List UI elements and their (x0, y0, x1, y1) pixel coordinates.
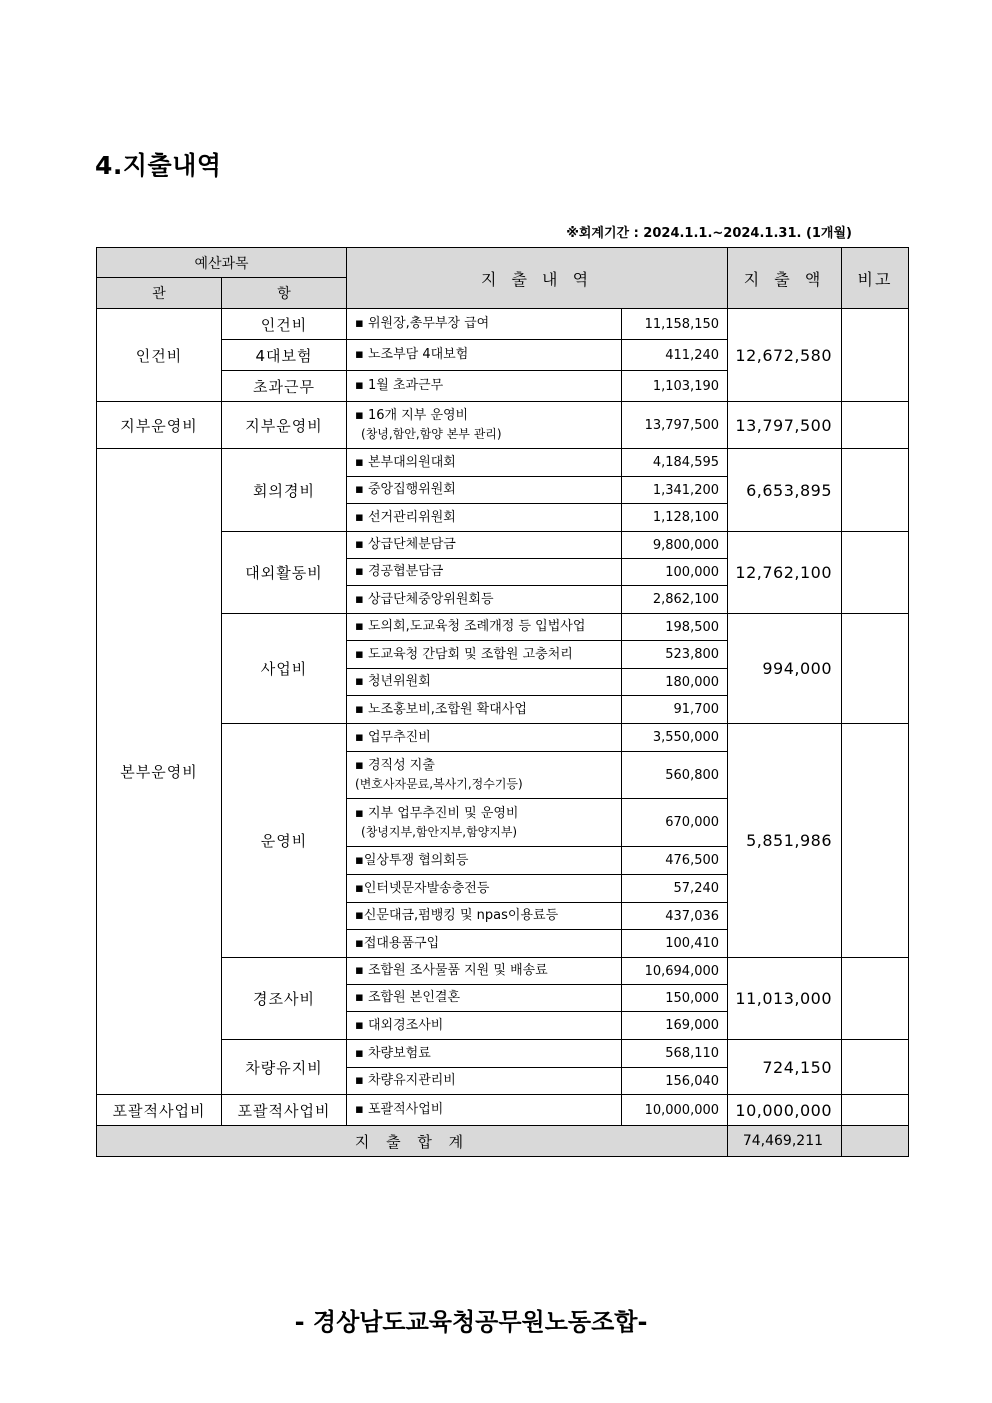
total-cell: 994,000 (728, 614, 842, 724)
item-cell: ▪ 중앙집행위원회 (347, 477, 622, 504)
header-budget: 예산과목 (97, 248, 347, 278)
item-text: ▪ 경직성 지출 (355, 758, 435, 773)
amount-cell: 2,862,100 (622, 586, 728, 614)
amount-cell: 1,341,200 (622, 477, 728, 504)
amount-cell: 10,000,000 (622, 1095, 728, 1126)
amount-cell: 169,000 (622, 1012, 728, 1040)
item-cell: ▪ 조합원 조사물품 지원 및 배송료 (347, 958, 622, 985)
note-cell (842, 449, 909, 532)
item-cell: ▪ 도교육청 간담회 및 조합원 고충처리 (347, 641, 622, 669)
header-kwan: 관 (97, 278, 222, 309)
footer-organization: - 경상남도교육청공무원노동조합- (294, 1308, 648, 1336)
amount-cell: 10,694,000 (622, 958, 728, 985)
amount-cell: 560,800 (622, 752, 728, 799)
sum-label: 지 출 합 계 (97, 1126, 728, 1157)
item-cell: ▪ 차량보험료 (347, 1040, 622, 1068)
header-detail: 지 출 내 역 (347, 248, 728, 309)
amount-cell: 3,550,000 (622, 724, 728, 752)
amount-cell: 100,410 (622, 930, 728, 958)
hang-cell: 사업비 (222, 614, 347, 724)
total-cell: 10,000,000 (728, 1095, 842, 1126)
item-cell (347, 752, 622, 799)
amount-cell: 150,000 (622, 985, 728, 1012)
amount-cell: 13,797,500 (622, 402, 728, 449)
hang-cell: 지부운영비 (222, 402, 347, 449)
table-row (97, 1095, 909, 1126)
amount-cell: 476,500 (622, 847, 728, 875)
kwan-cell: 지부운영비 (97, 402, 222, 449)
item-cell: ▪ 선거관리위원회 (347, 504, 622, 532)
item-cell: ▪ 업무추진비 (347, 724, 622, 752)
item-cell: ▪ 상급단체분담금 (347, 532, 622, 559)
amount-cell: 198,500 (622, 614, 728, 641)
amount-cell: 670,000 (622, 799, 728, 847)
note-cell (842, 309, 909, 402)
item-cell: ▪ 1월 초과근무 (347, 371, 622, 402)
item-cell (347, 402, 622, 449)
header-note: 비고 (842, 248, 909, 309)
amount-cell: 437,036 (622, 903, 728, 930)
section-title: 4.지출내역 (95, 151, 222, 180)
item-cell: ▪인터넷문자발송충전등 (347, 875, 622, 903)
item-text: ▪ 16개 지부 운영비 (355, 408, 469, 423)
note-cell (842, 1126, 909, 1157)
hang-cell: 4대보험 (222, 340, 347, 371)
item-cell: ▪ 포괄적사업비 (347, 1095, 622, 1126)
amount-cell: 91,700 (622, 696, 728, 724)
item-subtext: (창녕지부,함안지부,함양지부) (361, 824, 518, 839)
item-cell: ▪ 상급단체중앙위원회등 (347, 586, 622, 614)
item-cell: ▪신문대금,펌뱅킹 및 npas이용료등 (347, 903, 622, 930)
total-cell: 13,797,500 (728, 402, 842, 449)
note-cell (842, 614, 909, 724)
item-subtext: (변호사자문료,복사기,정수기등) (355, 777, 523, 791)
hang-cell: 차량유지비 (222, 1040, 347, 1095)
kwan-cell: 인건비 (97, 309, 222, 402)
item-cell: ▪접대용품구입 (347, 930, 622, 958)
item-cell: ▪ 차량유지관리비 (347, 1068, 622, 1095)
hang-cell: 초과근무 (222, 371, 347, 402)
hang-cell: 대외활동비 (222, 532, 347, 614)
note-cell (842, 402, 909, 449)
amount-cell: 100,000 (622, 559, 728, 586)
hang-cell: 포괄적사업비 (222, 1095, 347, 1126)
item-cell: ▪ 경공협분담금 (347, 559, 622, 586)
amount-cell: 156,040 (622, 1068, 728, 1095)
total-cell: 5,851,986 (728, 724, 842, 958)
table-row (97, 449, 909, 477)
kwan-cell: 포괄적사업비 (97, 1095, 222, 1126)
amount-cell: 1,103,190 (622, 371, 728, 402)
amount-cell: 4,184,595 (622, 449, 728, 477)
item-cell: ▪ 도의회,도교육청 조례개정 등 입법사업 (347, 614, 622, 641)
amount-cell: 180,000 (622, 669, 728, 696)
total-cell: 12,672,580 (728, 309, 842, 402)
item-cell (347, 799, 622, 847)
total-cell: 6,653,895 (728, 449, 842, 532)
item-cell: ▪ 노조부담 4대보험 (347, 340, 622, 371)
item-cell: ▪ 노조홍보비,조합원 확대사업 (347, 696, 622, 724)
amount-cell: 523,800 (622, 641, 728, 669)
item-cell: ▪ 청년위원회 (347, 669, 622, 696)
item-cell: ▪ 본부대의원대회 (347, 449, 622, 477)
sum-row (97, 1126, 909, 1157)
item-cell: ▪일상투쟁 협의회등 (347, 847, 622, 875)
total-cell: 11,013,000 (728, 958, 842, 1040)
item-cell: ▪ 위원장,총무부장 급여 (347, 309, 622, 340)
accounting-period: ※회계기간 : 2024.1.1.~2024.1.31. (1개월) (566, 226, 852, 241)
item-subtext: (창녕,함안,함양 본부 관리) (361, 427, 502, 441)
hang-cell: 회의경비 (222, 449, 347, 532)
note-cell (842, 958, 909, 1040)
note-cell (842, 1040, 909, 1095)
amount-cell: 1,128,100 (622, 504, 728, 532)
amount-cell: 568,110 (622, 1040, 728, 1068)
table-row (97, 309, 909, 340)
note-cell (842, 724, 909, 958)
hang-cell: 운영비 (222, 724, 347, 958)
total-cell: 12,762,100 (728, 532, 842, 614)
item-cell: ▪ 대외경조사비 (347, 1012, 622, 1040)
amount-cell: 57,240 (622, 875, 728, 903)
header-hang: 항 (222, 278, 347, 309)
item-text: ▪ 지부 업무추진비 및 운영비 (355, 805, 519, 821)
table-row (97, 402, 909, 449)
header-amount: 지 출 액 (728, 248, 842, 309)
amount-cell: 11,158,150 (622, 309, 728, 340)
note-cell (842, 532, 909, 614)
kwan-cell: 본부운영비 (97, 449, 222, 1095)
hang-cell: 인건비 (222, 309, 347, 340)
note-cell (842, 1095, 909, 1126)
item-cell: ▪ 조합원 본인결혼 (347, 985, 622, 1012)
total-cell: 724,150 (728, 1040, 842, 1095)
amount-cell: 9,800,000 (622, 532, 728, 559)
amount-cell: 411,240 (622, 340, 728, 371)
hang-cell: 경조사비 (222, 958, 347, 1040)
sum-value: 74,469,211 (728, 1126, 842, 1157)
expense-table (96, 247, 909, 1157)
